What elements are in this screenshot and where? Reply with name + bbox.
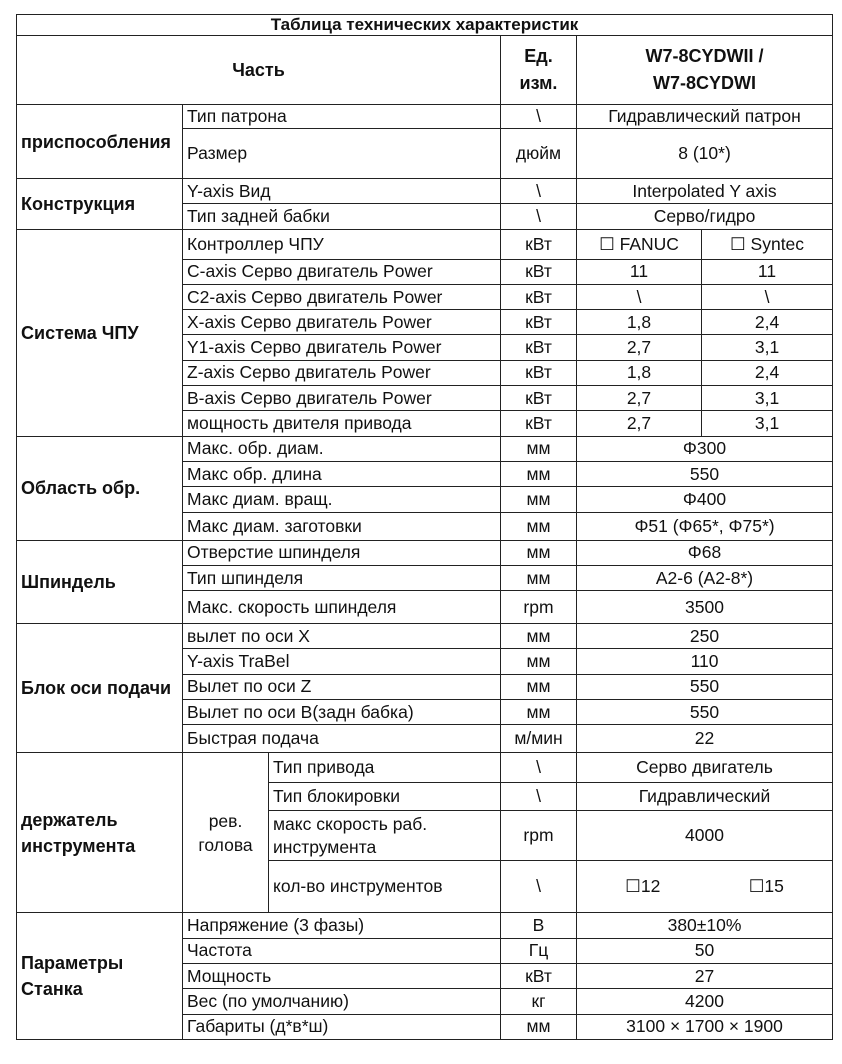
spec-table (16, 14, 833, 1040)
row-unit: \ (501, 179, 577, 204)
row-value-fanuc: 2,7 (577, 335, 702, 360)
row-name: C-axis Серво двигатель Power (183, 259, 501, 284)
row-unit: кВт (501, 386, 577, 411)
row-name: Макс диам. заготовки (183, 512, 501, 540)
row-unit: кВт (501, 411, 577, 436)
row-value: 27 (577, 963, 833, 988)
row-value: 4200 (577, 989, 833, 1014)
row-name: Контроллер ЧПУ (183, 229, 501, 259)
row-value: Φ400 (577, 487, 833, 512)
row-unit: кВт (501, 259, 577, 284)
row-unit: мм (501, 565, 577, 590)
row-value-syntec: 3,1 (702, 335, 833, 360)
row-value: 3100 × 1700 × 1900 (577, 1014, 833, 1039)
row-value-fanuc: 11 (577, 259, 702, 284)
row-unit: мм (501, 649, 577, 674)
table-row (17, 105, 833, 129)
row-name: Тип блокировки (269, 783, 501, 811)
row-name: Напряжение (3 фазы) (183, 913, 501, 938)
row-name: B-axis Серво двигатель Power (183, 386, 501, 411)
row-value: Гидравлический патрон (577, 105, 833, 129)
row-value: 550 (577, 461, 833, 486)
row-unit: \ (501, 105, 577, 129)
row-name: Тип привода (269, 753, 501, 783)
checkbox-12-tools[interactable]: ☐12 (625, 876, 661, 897)
tool-count-options (577, 861, 833, 913)
table-row (17, 436, 833, 461)
row-name: Вылет по оси B(задн бабка) (183, 700, 501, 725)
sub-turret: рев. голова (183, 753, 269, 913)
row-value: Φ68 (577, 540, 833, 565)
row-name: Макс обр. длина (183, 461, 501, 486)
row-value-syntec: 2,4 (702, 310, 833, 335)
title-row (17, 15, 833, 36)
row-name: Отверстие шпинделя (183, 540, 501, 565)
row-value: 3500 (577, 591, 833, 624)
section-chuck: приспособления (17, 105, 183, 179)
row-value: Гидравлический (577, 783, 833, 811)
row-value: 50 (577, 938, 833, 963)
row-name: Макс диам. вращ. (183, 487, 501, 512)
row-value: 4000 (577, 811, 833, 861)
table-row (17, 913, 833, 938)
row-unit: мм (501, 436, 577, 461)
row-name: мощность двителя привода (183, 411, 501, 436)
row-value: 8 (10*) (577, 129, 833, 179)
row-value: 250 (577, 624, 833, 649)
section-construction: Конструкция (17, 179, 183, 230)
row-name: вылет по оси X (183, 624, 501, 649)
row-name: Y-axis Вид (183, 179, 501, 204)
row-unit: мм (501, 674, 577, 699)
row-unit: м/мин (501, 725, 577, 753)
row-name: Тип шпинделя (183, 565, 501, 590)
checkbox-fanuc[interactable]: ☐ FANUC (577, 229, 702, 259)
row-name: Y-axis TraBel (183, 649, 501, 674)
row-value: 110 (577, 649, 833, 674)
row-value: 22 (577, 725, 833, 753)
row-unit: \ (501, 861, 577, 913)
row-unit: кВт (501, 335, 577, 360)
row-unit: кВт (501, 310, 577, 335)
row-value-syntec: 11 (702, 259, 833, 284)
row-name: Z-axis Серво двигатель Power (183, 360, 501, 385)
checkbox-syntec[interactable]: ☐ Syntec (702, 229, 833, 259)
row-name: макс скорость раб. инструмента (269, 811, 501, 861)
row-unit: кВт (501, 963, 577, 988)
row-name: Вылет по оси Z (183, 674, 501, 699)
row-name: Тип задней бабки (183, 204, 501, 229)
row-unit: мм (501, 487, 577, 512)
row-unit: мм (501, 461, 577, 486)
row-unit: Гц (501, 938, 577, 963)
row-value-fanuc: 2,7 (577, 411, 702, 436)
row-unit: rpm (501, 811, 577, 861)
row-value: A2-6 (A2-8*) (577, 565, 833, 590)
row-unit: кВт (501, 229, 577, 259)
row-name: Y1-axis Серво двигатель Power (183, 335, 501, 360)
row-value: Φ300 (577, 436, 833, 461)
section-work-area: Область обр. (17, 436, 183, 540)
row-unit: кг (501, 989, 577, 1014)
row-unit: мм (501, 700, 577, 725)
row-value: 550 (577, 700, 833, 725)
row-name: Мощность (183, 963, 501, 988)
row-value-syntec: \ (702, 284, 833, 309)
row-name: Размер (183, 129, 501, 179)
checkbox-15-tools[interactable]: ☐15 (748, 876, 784, 897)
table-row (17, 229, 833, 259)
row-unit: \ (501, 753, 577, 783)
row-unit: В (501, 913, 577, 938)
row-name: C2-axis Серво двигатель Power (183, 284, 501, 309)
row-name: Габариты (д*в*ш) (183, 1014, 501, 1039)
row-unit: мм (501, 540, 577, 565)
row-value-fanuc: 2,7 (577, 386, 702, 411)
row-name: Макс. скорость шпинделя (183, 591, 501, 624)
section-tool: держатель инструмента (17, 753, 183, 913)
row-unit: кВт (501, 360, 577, 385)
table-title: Таблица технических характеристик (17, 15, 833, 36)
row-value-syntec: 3,1 (702, 386, 833, 411)
row-value: Interpolated Y axis (577, 179, 833, 204)
section-feed: Блок оси подачи (17, 624, 183, 753)
row-unit: \ (501, 204, 577, 229)
row-unit: кВт (501, 284, 577, 309)
header-unit: Ед. изм. (501, 36, 577, 105)
row-value: Серво двигатель (577, 753, 833, 783)
row-name: Частота (183, 938, 501, 963)
row-unit: мм (501, 1014, 577, 1039)
table-row (17, 179, 833, 204)
row-name: Быстрая подача (183, 725, 501, 753)
row-value-syntec: 2,4 (702, 360, 833, 385)
row-name: Вес (по умолчанию) (183, 989, 501, 1014)
row-value: 380±10% (577, 913, 833, 938)
table-row (17, 753, 833, 783)
section-spindle: Шпиндель (17, 540, 183, 624)
row-unit: rpm (501, 591, 577, 624)
row-name: кол-во инструментов (269, 861, 501, 913)
header-row (17, 36, 833, 105)
row-value-fanuc: \ (577, 284, 702, 309)
row-value: 550 (577, 674, 833, 699)
header-model: W7-8CYDWII / W7-8CYDWI (577, 36, 833, 105)
row-value-fanuc: 1,8 (577, 310, 702, 335)
row-unit: мм (501, 512, 577, 540)
row-name: Тип патрона (183, 105, 501, 129)
row-name: Макс. обр. диам. (183, 436, 501, 461)
row-value: Φ51 (Φ65*, Φ75*) (577, 512, 833, 540)
row-unit: мм (501, 624, 577, 649)
row-unit: дюйм (501, 129, 577, 179)
row-value-fanuc: 1,8 (577, 360, 702, 385)
section-machine: Параметры Станка (17, 913, 183, 1039)
section-cnc: Система ЧПУ (17, 229, 183, 436)
row-value-syntec: 3,1 (702, 411, 833, 436)
row-name: X-axis Серво двигатель Power (183, 310, 501, 335)
table-row (17, 540, 833, 565)
header-part: Часть (17, 36, 501, 105)
row-value: Серво/гидро (577, 204, 833, 229)
row-unit: \ (501, 783, 577, 811)
table-row (17, 624, 833, 649)
